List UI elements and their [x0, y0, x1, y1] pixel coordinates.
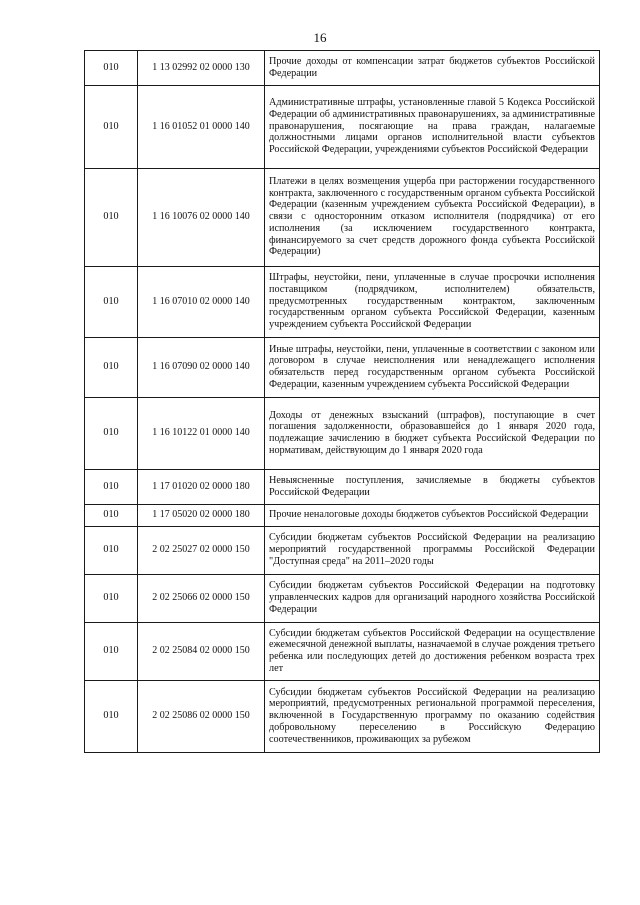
revenue-name-cell: Субсидии бюджетам субъектов Российской Федерации на подготовку управленческих кадров для организаций народного хозяйства Российской Федерации	[265, 575, 600, 623]
table-row	[85, 470, 600, 505]
revenue-name-cell: Субсидии бюджетам субъектов Российской Федерации на реализацию мероприятий государственной программы Российской Федерации "Доступная среда" на 2011–2020 годы	[265, 527, 600, 575]
table-row	[85, 338, 600, 398]
budget-code-cell: 2 02 25027 02 0000 150	[138, 527, 265, 575]
budget-code-cell: 1 16 01052 01 0000 140	[138, 86, 265, 169]
budget-code-cell: 1 16 10076 02 0000 140	[138, 169, 265, 267]
revenue-name-cell: Штрафы, неустойки, пени, уплаченные в случае просрочки исполнения поставщиком (подрядчиком, исполнителем) обязательств, предусмотренных государственным контрактом, заключенным государственным органом субъекта Российской Федерации, казенным учреждением субъекта Российской Федерации	[265, 267, 600, 338]
admin-code-cell: 010	[85, 575, 138, 623]
admin-code-cell: 010	[85, 470, 138, 505]
revenue-name-cell: Платежи в целях возмещения ущерба при расторжении государственного контракта, заключенного с государственным органом субъекта Российской Федерации (казенным учреждением субъекта Российской Федерации), в связи с односторонним отказом исполнителя (подрядчика) от его исполнения (за исключением государственного контракта, финансируемого за счет средств дорожного фонда субъекта Российской Федерации)	[265, 169, 600, 267]
revenue-name-cell: Субсидии бюджетам субъектов Российской Федерации на реализацию мероприятий, предусмотренных региональной программой переселения, включенной в Государственную программу по оказанию содействия добровольному переселению в Российскую Федерацию соотечественников, проживающих за рубежом	[265, 681, 600, 753]
admin-code-cell: 010	[85, 338, 138, 398]
budget-code-cell: 2 02 25084 02 0000 150	[138, 623, 265, 681]
table-row	[85, 681, 600, 753]
page-number: 16	[313, 30, 327, 45]
admin-code-cell: 010	[85, 51, 138, 86]
revenue-name-cell: Доходы от денежных взысканий (штрафов), поступающие в счет погашения задолженности, образовавшейся до 1 января 2020 года, подлежащие зачислению в бюджет субъекта Российской Федерации по нормативам, действующим до 1 января 2020 года	[265, 398, 600, 470]
budget-code-cell: 1 17 01020 02 0000 180	[138, 470, 265, 505]
table-body	[85, 51, 600, 753]
revenue-name-cell: Иные штрафы, неустойки, пени, уплаченные в соответствии с законом или договором в случае неисполнения или ненадлежащего исполнения обязательств перед государственным органом субъекта Российской Федерации, казенным учреждением субъекта Российской Федерации	[265, 338, 600, 398]
table-row	[85, 267, 600, 338]
table-row	[85, 575, 600, 623]
budget-code-cell: 1 13 02992 02 0000 130	[138, 51, 265, 86]
revenue-name-cell: Субсидии бюджетам субъектов Российской Федерации на осуществление ежемесячной денежной выплаты, назначаемой в случае рождения третьего ребенка или последующих детей до достижения ребенком возраста трех лет	[265, 623, 600, 681]
table-row	[85, 505, 600, 527]
table-row	[85, 398, 600, 470]
admin-code-cell: 010	[85, 527, 138, 575]
admin-code-cell: 010	[85, 505, 138, 527]
admin-code-cell: 010	[85, 267, 138, 338]
admin-code-cell: 010	[85, 623, 138, 681]
budget-code-cell: 2 02 25086 02 0000 150	[138, 681, 265, 753]
revenue-name-cell: Прочие неналоговые доходы бюджетов субъектов Российской Федерации	[265, 505, 600, 527]
admin-code-cell: 010	[85, 681, 138, 753]
budget-code-cell: 1 16 10122 01 0000 140	[138, 398, 265, 470]
admin-code-cell: 010	[85, 86, 138, 169]
revenue-name-cell: Прочие доходы от компенсации затрат бюджетов субъектов Российской Федерации	[265, 51, 600, 86]
budget-code-cell: 1 17 05020 02 0000 180	[138, 505, 265, 527]
revenue-codes-table	[84, 50, 600, 753]
revenue-name-cell: Административные штрафы, установленные главой 5 Кодекса Российской Федерации об административных правонарушениях, за административные правонарушения, посягающие на права граждан, налагаемые должностными лицами органов исполнительной власти субъектов Российской Федерации, учреждениями субъектов Российской Федерации	[265, 86, 600, 169]
table-row	[85, 169, 600, 267]
admin-code-cell: 010	[85, 398, 138, 470]
table-row	[85, 86, 600, 169]
table-row	[85, 51, 600, 86]
budget-code-cell: 1 16 07090 02 0000 140	[138, 338, 265, 398]
admin-code-cell: 010	[85, 169, 138, 267]
budget-code-cell: 1 16 07010 02 0000 140	[138, 267, 265, 338]
revenue-name-cell: Невыясненные поступления, зачисляемые в бюджеты субъектов Российской Федерации	[265, 470, 600, 505]
budget-code-cell: 2 02 25066 02 0000 150	[138, 575, 265, 623]
table-row	[85, 527, 600, 575]
table-row	[85, 623, 600, 681]
